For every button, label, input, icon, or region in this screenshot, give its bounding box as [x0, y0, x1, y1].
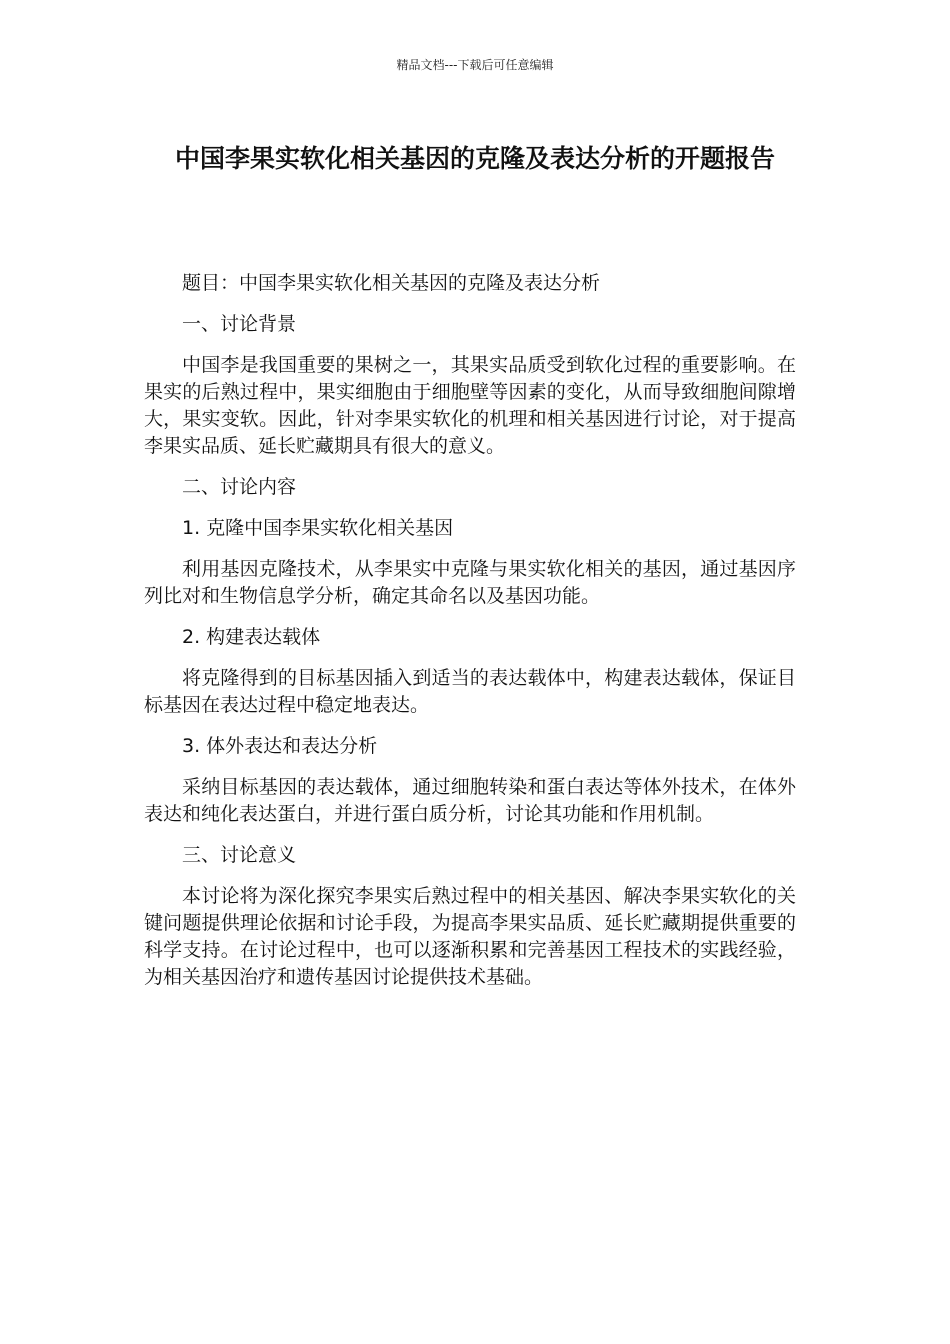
section-heading-significance: 三、讨论意义 — [182, 844, 297, 866]
item-heading-expression: 3. 体外表达和表达分析 — [182, 735, 378, 757]
paragraph-significance: 本讨论将为深化探究李果实后熟过程中的相关基因、解决李果实软化的关键问题提供理论依据和讨论手段，为提高李果实品质、延长贮藏期提供重要的科学支持。在讨论过程中，也可以逐渐积累和完善基因工程技术的实践经验，为相关基因治疗和遗传基因讨论提供技术基础。 — [144, 885, 796, 988]
section-heading-background: 一、讨论背景 — [182, 313, 297, 335]
item-heading-vector: 2. 构建表达载体 — [182, 626, 321, 648]
paragraph-background: 中国李是我国重要的果树之一，其果实品质受到软化过程的重要影响。在果实的后熟过程中，果实细胞由于细胞壁等因素的变化，从而导致细胞间隙增大，果实变软。因此，针对李果实软化的机理和相关基因进行讨论，对于提高李果实品质、延长贮藏期具有很大的意义。 — [144, 354, 796, 457]
paragraph-cloning: 利用基因克隆技术，从李果实中克隆与果实软化相关的基因，通过基因序列比对和生物信息学分析，确定其命名以及基因功能。 — [144, 558, 796, 607]
paragraph-expression: 采纳目标基因的表达载体，通过细胞转染和蛋白表达等体外技术，在体外表达和纯化表达蛋白，并进行蛋白质分析，讨论其功能和作用机制。 — [144, 776, 796, 825]
section-heading-content: 二、讨论内容 — [182, 476, 297, 498]
item-heading-cloning: 1. 克隆中国李果实软化相关基因 — [182, 517, 454, 539]
document-title: 中国李果实软化相关基因的克隆及表达分析的开题报告 — [174, 144, 775, 173]
paragraph-vector: 将克隆得到的目标基因插入到适当的表达载体中，构建表达载体，保证目标基因在表达过程中稳定地表达。 — [144, 667, 796, 716]
header-note: 精品文档---下载后可任意编辑 — [396, 58, 554, 72]
subject-line: 题目：中国李果实软化相关基因的克隆及表达分析 — [182, 272, 601, 294]
document-body — [144, 270, 796, 1005]
